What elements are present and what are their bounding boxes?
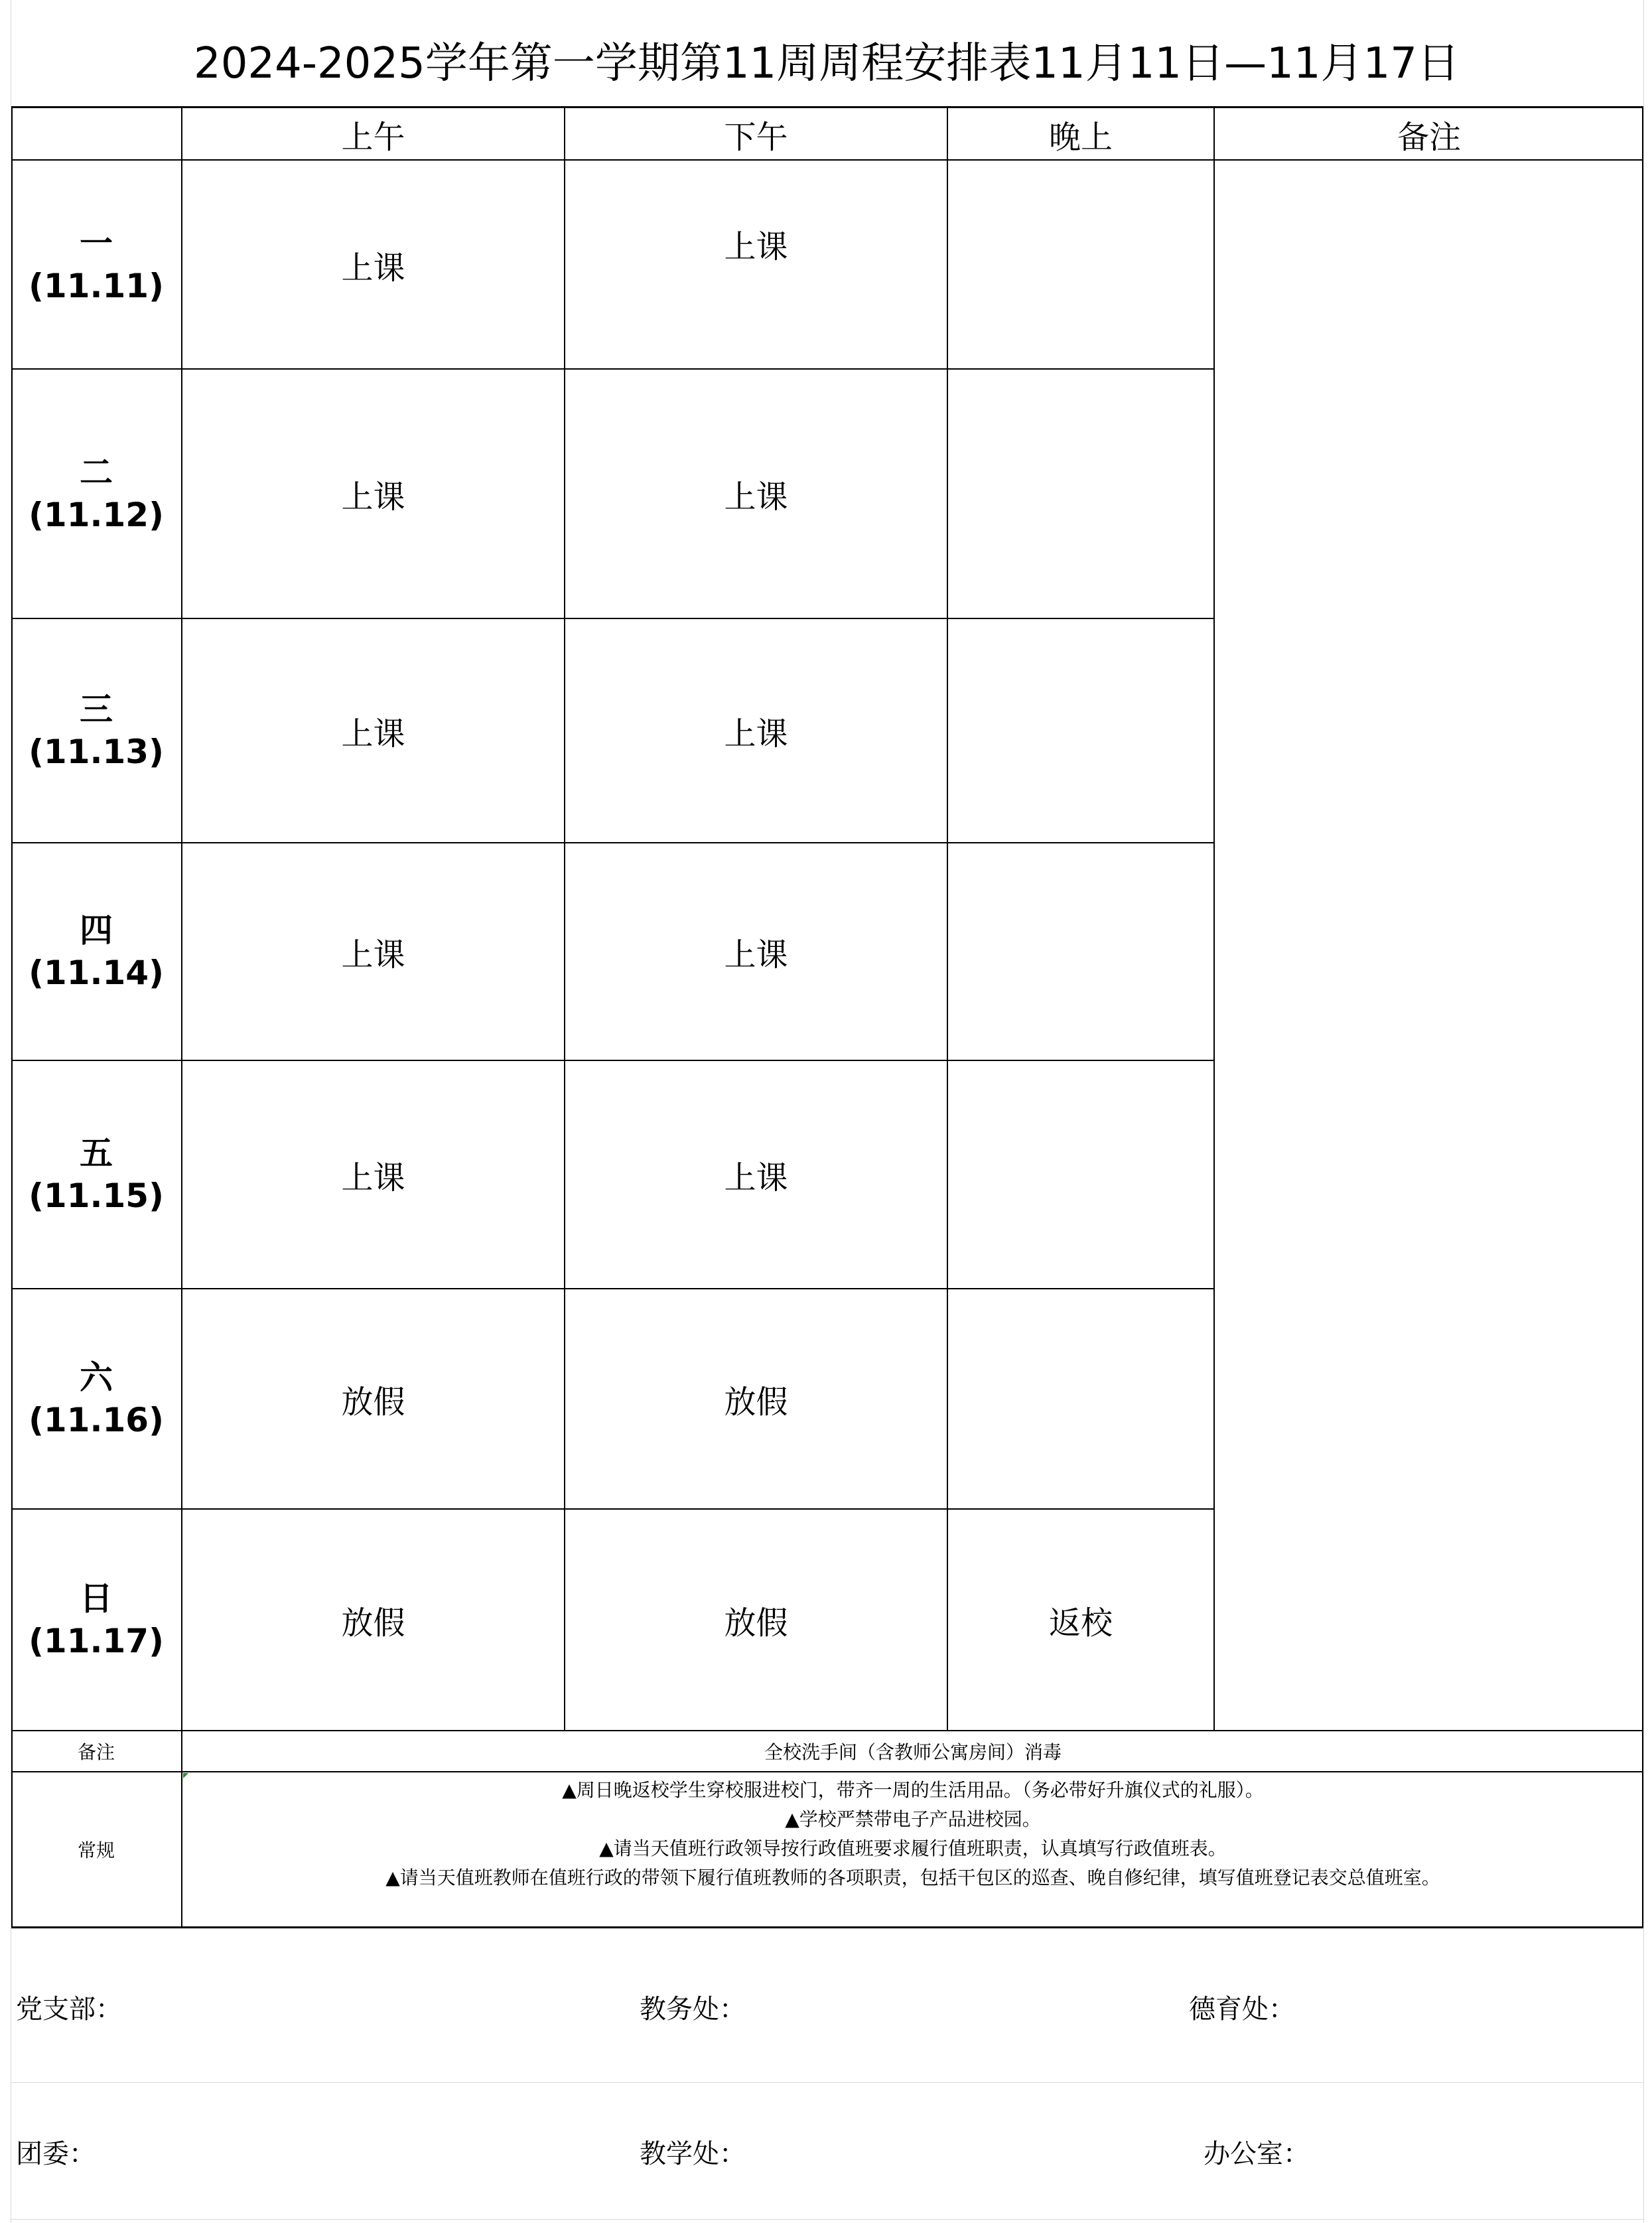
day-name: 三 (80, 690, 113, 729)
day-label-thu (11, 843, 182, 1060)
mon-morning: 上课 (341, 249, 405, 287)
rule-line: ▲学校严禁带电子产品进校园。 (785, 1808, 1041, 1830)
header-blank (11, 108, 182, 161)
tue-afternoon: 上课 (724, 478, 788, 516)
thu-morning: 上课 (341, 936, 405, 973)
tue-evening (947, 369, 1214, 618)
day-name: 五 (80, 1134, 113, 1173)
thu-evening (947, 843, 1214, 1060)
wed-morning: 上课 (341, 715, 405, 753)
day-label-sun (11, 1509, 182, 1731)
fri-morning: 上课 (341, 1159, 405, 1196)
day-date: (11.11) (29, 267, 164, 305)
tue-morning: 上课 (341, 478, 405, 516)
mon-evening (947, 161, 1214, 369)
header-afternoon: 下午 (724, 118, 788, 156)
notes-column (1214, 161, 1644, 1731)
header-evening: 晚上 (1048, 118, 1113, 156)
day-label-wed (11, 618, 182, 843)
day-name: 日 (80, 1579, 113, 1618)
day-name: 一 (80, 224, 113, 263)
day-date: (11.16) (29, 1401, 164, 1439)
sig-general-office: 办公室： (1204, 2139, 1310, 2169)
day-label-sat (11, 1289, 182, 1509)
sig-party-branch: 党支部： (16, 1994, 122, 2025)
day-name: 二 (80, 453, 113, 492)
day-label-fri (11, 1060, 182, 1289)
day-label-mon (11, 161, 182, 369)
sun-morning: 放假 (341, 1604, 405, 1642)
mon-afternoon: 上课 (724, 228, 788, 265)
rule-line: ▲请当天值班行政领导按行政值班要求履行值班职责，认真填写行政值班表。 (599, 1837, 1227, 1859)
sig-youth-league: 团委： (16, 2139, 96, 2169)
wed-afternoon: 上课 (724, 715, 788, 753)
page-title: 2024-2025学年第一学期第11周周程安排表11月11日—11月17日 (193, 39, 1460, 88)
day-label-tue (11, 369, 182, 618)
thu-afternoon: 上课 (724, 936, 788, 973)
rule-line: ▲请当天值班教师在值班行政的带领下履行值班教师的各项职责，包括干包区的巡查、晚自修纪律，填写值班登记表交总值班室。 (385, 1867, 1440, 1889)
day-name: 四 (80, 911, 113, 950)
notes-row-label: 备注 (77, 1741, 115, 1763)
day-name: 六 (80, 1358, 113, 1397)
day-date: (11.15) (29, 1177, 164, 1215)
day-date: (11.13) (29, 733, 164, 771)
cell-comment-marker (183, 1773, 188, 1778)
sig-academic-affairs: 教务处： (640, 1994, 746, 2025)
fri-evening (947, 1060, 1214, 1289)
header-notes: 备注 (1397, 118, 1461, 156)
rule-line: ▲周日晚返校学生穿校服进校门，带齐一周的生活用品。（务必带好升旗仪式的礼服）。 (562, 1779, 1264, 1801)
sig-moral-education: 德育处： (1189, 1994, 1295, 2025)
day-date: (11.14) (29, 954, 164, 992)
fri-afternoon: 上课 (724, 1159, 788, 1196)
rules-row-content (182, 1772, 1644, 1927)
rules-row-label: 常规 (77, 1839, 115, 1861)
sig-teaching-office: 教学处： (640, 2139, 746, 2169)
sat-morning: 放假 (341, 1383, 405, 1421)
notes-row-text: 全校洗手间（含教师公寓房间）消毒 (764, 1741, 1062, 1763)
day-date: (11.12) (29, 496, 164, 534)
header-morning: 上午 (341, 118, 405, 156)
day-date: (11.17) (29, 1622, 164, 1660)
sat-evening (947, 1289, 1214, 1509)
wed-evening (947, 618, 1214, 843)
sun-evening: 返校 (1048, 1604, 1113, 1642)
sun-afternoon: 放假 (724, 1604, 788, 1642)
sat-afternoon: 放假 (724, 1383, 788, 1421)
